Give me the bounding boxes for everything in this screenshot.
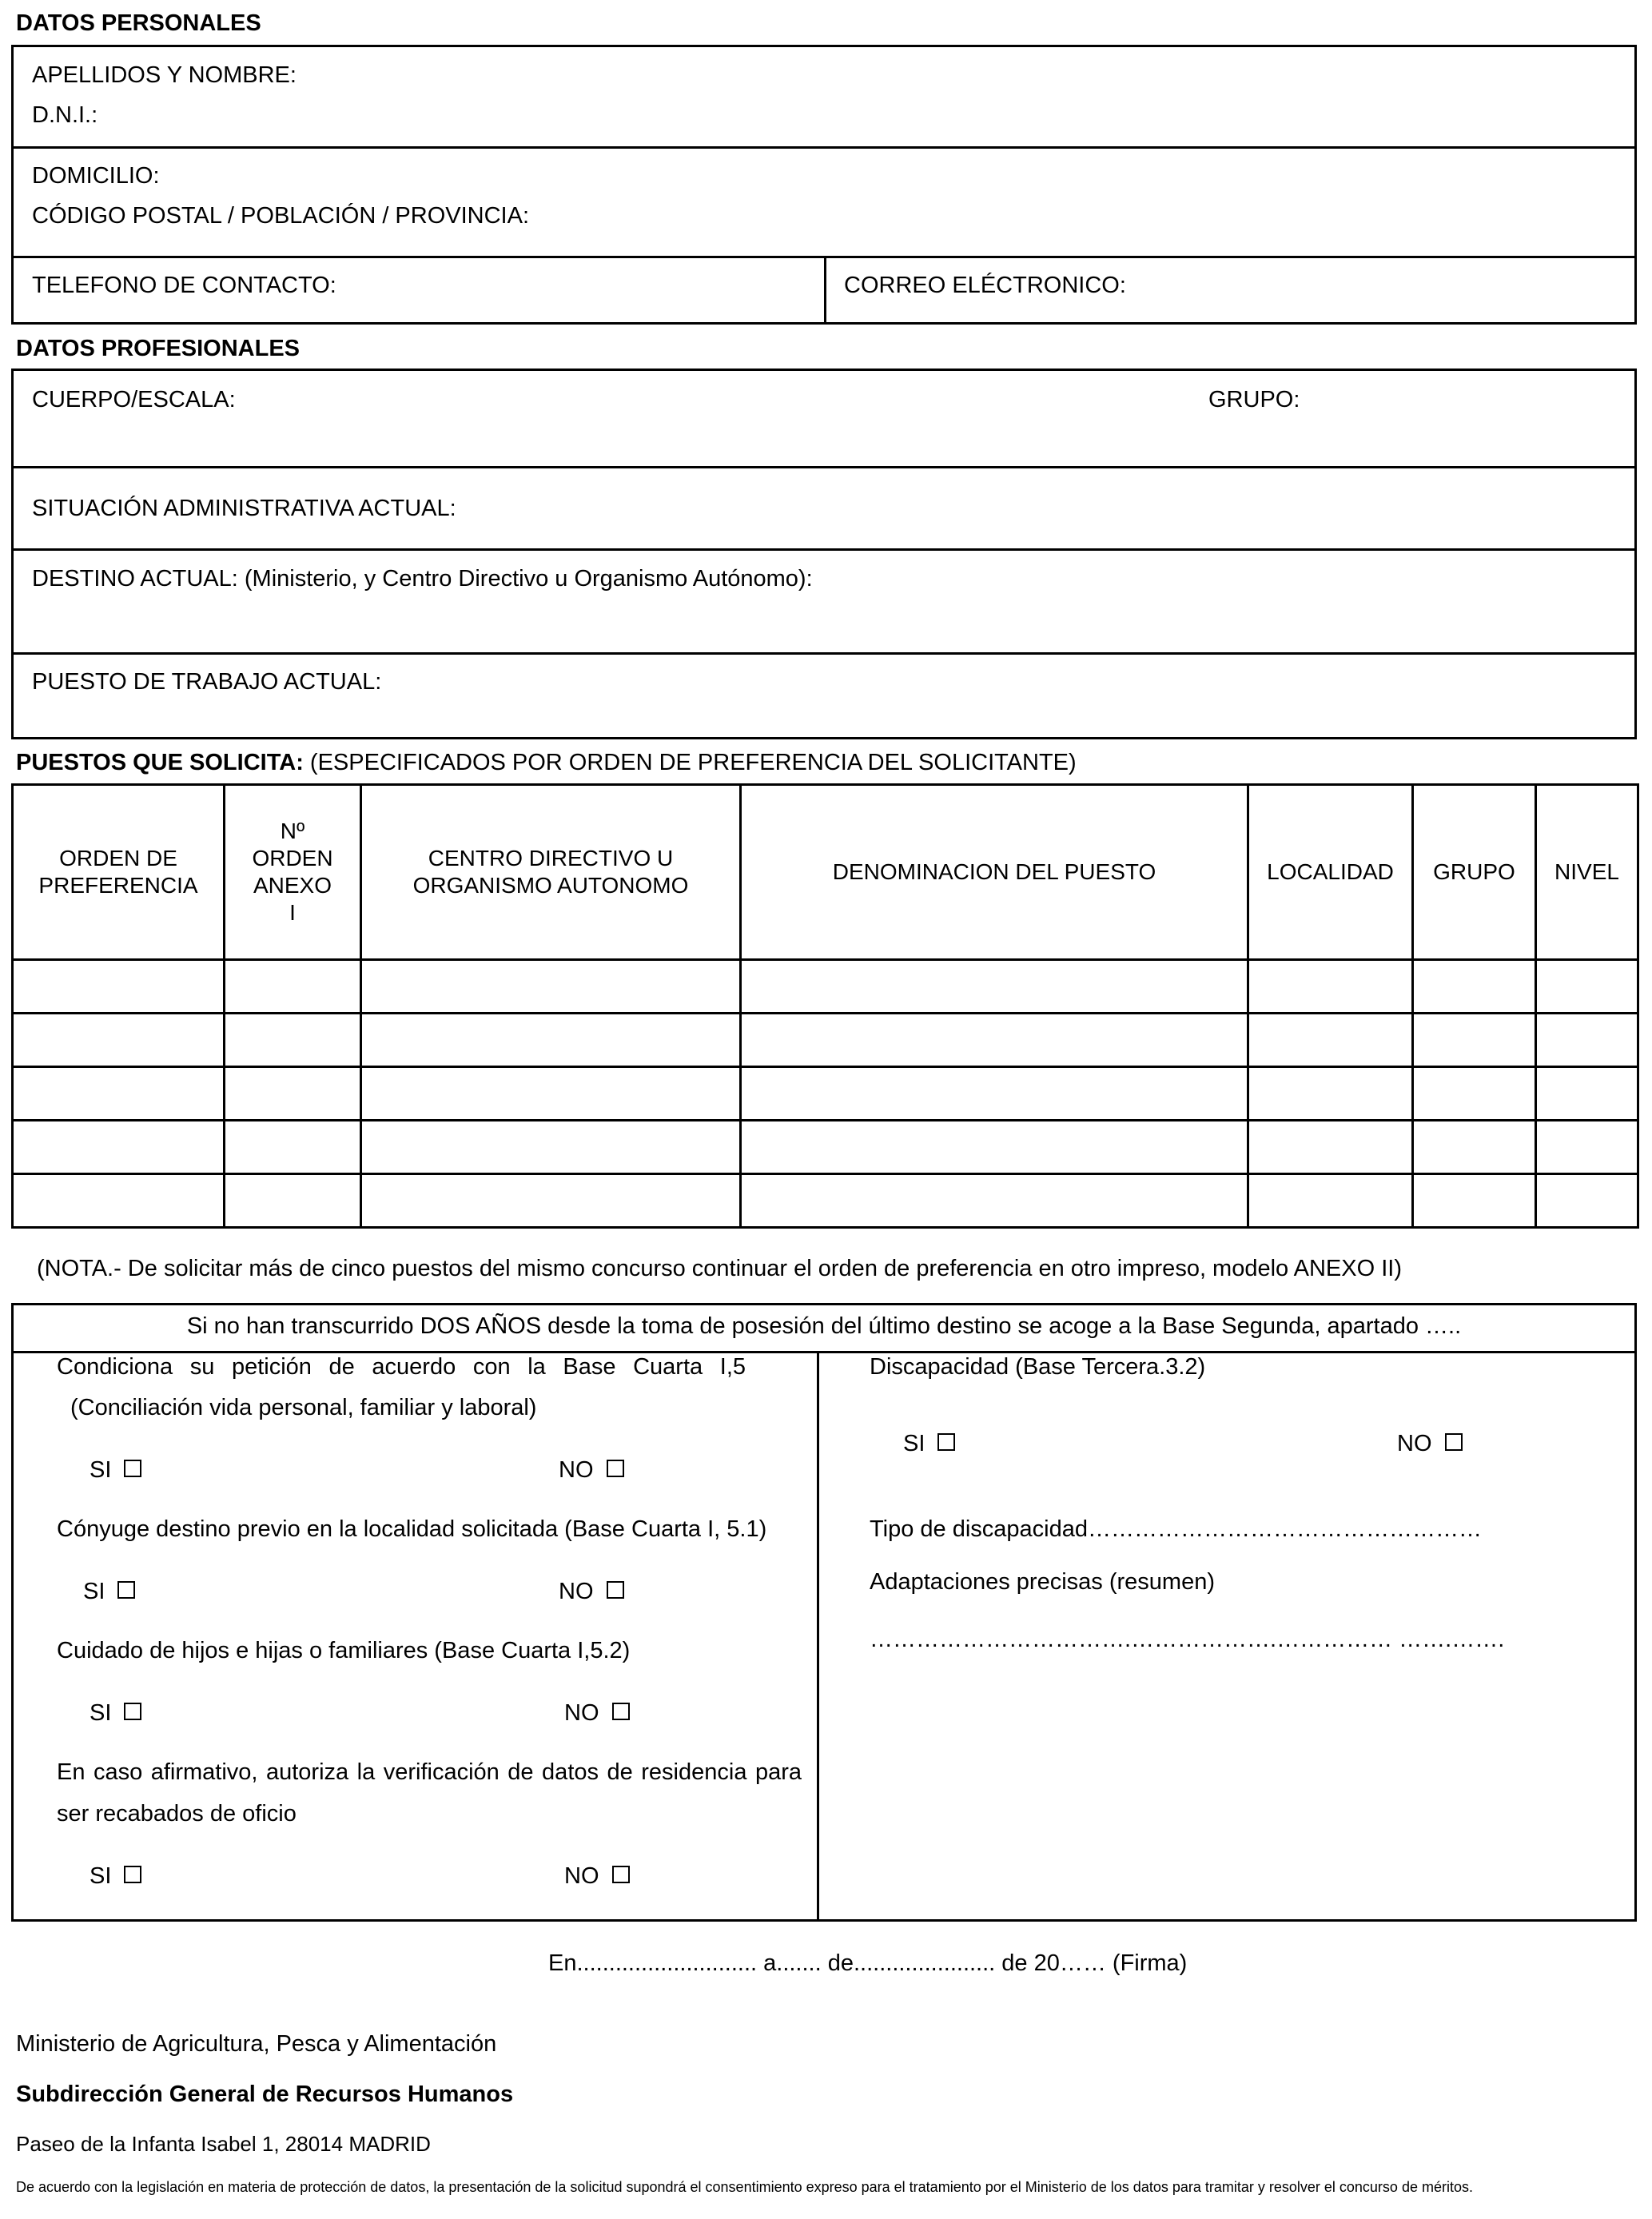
divider xyxy=(817,1351,819,1922)
situacion-field[interactable]: SITUACIÓN ADMINISTRATIVA ACTUAL: xyxy=(32,496,456,521)
table-cell[interactable] xyxy=(361,1067,741,1121)
si-label: SI xyxy=(90,1700,112,1726)
table-cell[interactable] xyxy=(225,960,361,1014)
conciliacion-label: (Conciliación vida personal, familiar y laboral) xyxy=(70,1395,537,1420)
apellidos-field[interactable]: APELLIDOS Y NOMBRE: xyxy=(32,62,297,88)
si-label: SI xyxy=(903,1431,926,1456)
table-cell[interactable] xyxy=(1413,1121,1536,1174)
table-cell[interactable] xyxy=(361,1014,741,1067)
section-title-profesional: DATOS PROFESIONALES xyxy=(16,336,301,361)
table-cell[interactable] xyxy=(13,1174,225,1228)
column-header: CENTRO DIRECTIVO U ORGANISMO AUTONOMO xyxy=(361,785,741,960)
divider xyxy=(824,256,826,325)
table-cell[interactable] xyxy=(225,1067,361,1121)
puestos-table xyxy=(11,783,1639,1229)
destino-field[interactable]: DESTINO ACTUAL: (Ministerio, y Centro Directivo u Organismo Autónomo): xyxy=(32,566,813,592)
table-cell[interactable] xyxy=(13,1121,225,1174)
checkbox[interactable] xyxy=(937,1433,955,1451)
bases-header: Si no han transcurrido DOS AÑOS desde la toma de posesión del último destino se acoge a la Base Segunda, apartado ….. xyxy=(186,1313,1462,1339)
column-header: DENOMINACION DEL PUESTO xyxy=(741,785,1248,960)
table-cell[interactable] xyxy=(361,1174,741,1228)
section-title-personal: DATOS PERSONALES xyxy=(16,10,261,36)
condiciona-no-option[interactable] xyxy=(559,1457,624,1484)
column-header: LOCALIDAD xyxy=(1248,785,1413,960)
table-cell[interactable] xyxy=(1248,1121,1413,1174)
checkbox[interactable] xyxy=(124,1703,141,1720)
checkbox[interactable] xyxy=(124,1460,141,1477)
divider xyxy=(11,466,1637,468)
table-cell[interactable] xyxy=(1248,1067,1413,1121)
condiciona-si-option[interactable] xyxy=(90,1457,141,1484)
checkbox[interactable] xyxy=(1445,1433,1463,1451)
autoriza-si-option[interactable] xyxy=(90,1863,141,1890)
grupo-field[interactable]: GRUPO: xyxy=(1208,387,1300,412)
table-cell[interactable] xyxy=(225,1121,361,1174)
column-header: ORDEN DE PREFERENCIA xyxy=(13,785,225,960)
table-cell[interactable] xyxy=(741,1067,1248,1121)
table-cell[interactable] xyxy=(1248,1174,1413,1228)
table-row xyxy=(13,1121,1638,1174)
section-title-puestos xyxy=(16,750,1077,776)
no-label: NO xyxy=(1397,1431,1432,1456)
afirmativo-label: En caso afirmativo, autoriza la verificación de datos de residencia para xyxy=(57,1759,802,1785)
dni-field[interactable]: D.N.I.: xyxy=(32,102,98,128)
divider xyxy=(11,548,1637,551)
discapacidad-label: Discapacidad (Base Tercera.3.2) xyxy=(870,1354,1206,1380)
table-cell[interactable] xyxy=(1413,960,1536,1014)
conyuge-no-option[interactable] xyxy=(559,1579,624,1605)
checkbox[interactable] xyxy=(117,1581,135,1599)
codigo-postal-field[interactable]: CÓDIGO POSTAL / POBLACIÓN / PROVINCIA: xyxy=(32,203,530,229)
no-label: NO xyxy=(564,1700,599,1726)
table-cell[interactable] xyxy=(741,1121,1248,1174)
puestos-title-rest: (ESPECIFICADOS POR ORDEN DE PREFERENCIA DEL SOLICITANTE) xyxy=(303,750,1077,775)
table-cell[interactable] xyxy=(1536,1121,1638,1174)
table-cell[interactable] xyxy=(1536,960,1638,1014)
table-cell[interactable] xyxy=(1413,1174,1536,1228)
table-cell[interactable] xyxy=(361,1121,741,1174)
si-label: SI xyxy=(90,1457,112,1483)
table-cell[interactable] xyxy=(741,1174,1248,1228)
subdireccion-text: Subdirección General de Recursos Humanos xyxy=(16,2082,514,2107)
table-cell[interactable] xyxy=(741,960,1248,1014)
nota-text: (NOTA.- De solicitar más de cinco puestos del mismo concurso continuar el orden de preferencia en otro impreso, modelo ANEXO II) xyxy=(37,1256,1402,1281)
direccion-text: Paseo de la Infanta Isabel 1, 28014 MADRID xyxy=(16,2132,431,2156)
domicilio-field[interactable]: DOMICILIO: xyxy=(32,163,160,189)
table-cell[interactable] xyxy=(1413,1014,1536,1067)
cuidado-no-option[interactable] xyxy=(564,1700,630,1727)
no-label: NO xyxy=(564,1863,599,1889)
no-label: NO xyxy=(559,1457,594,1483)
table-cell[interactable] xyxy=(741,1014,1248,1067)
checkbox[interactable] xyxy=(607,1460,624,1477)
conyuge-si-option[interactable] xyxy=(83,1579,135,1605)
ministerio-text: Ministerio de Agricultura, Pesca y Alimentación xyxy=(16,2031,497,2057)
table-cell[interactable] xyxy=(1536,1067,1638,1121)
autoriza-no-option[interactable] xyxy=(564,1863,630,1890)
si-label: SI xyxy=(90,1863,112,1889)
adaptaciones-field[interactable]: …………………………….……………….…………… …….……. xyxy=(870,1627,1505,1652)
discapacidad-no-option[interactable] xyxy=(1397,1431,1463,1457)
conyuge-label: Cónyuge destino previo en la localidad solicitada (Base Cuarta I, 5.1) xyxy=(57,1516,767,1542)
puesto-actual-field[interactable]: PUESTO DE TRABAJO ACTUAL: xyxy=(32,669,382,695)
table-cell[interactable] xyxy=(225,1174,361,1228)
column-header: GRUPO xyxy=(1413,785,1536,960)
table-cell[interactable] xyxy=(1536,1174,1638,1228)
condiciona-label: Condiciona su petición de acuerdo con la Base Cuarta I,5 xyxy=(57,1354,746,1380)
checkbox[interactable] xyxy=(607,1581,624,1599)
table-cell[interactable] xyxy=(361,960,741,1014)
divider xyxy=(11,1351,1637,1353)
cuidado-label: Cuidado de hijos e hijas o familiares (Base Cuarta I,5.2) xyxy=(57,1638,631,1663)
discapacidad-si-option[interactable] xyxy=(903,1431,955,1457)
table-cell[interactable] xyxy=(13,1014,225,1067)
table-cell[interactable] xyxy=(13,960,225,1014)
adaptaciones-label: Adaptaciones precisas (resumen) xyxy=(870,1569,1215,1595)
divider xyxy=(11,652,1637,655)
afirmativo-label-cont: ser recabados de oficio xyxy=(57,1801,297,1827)
table-row xyxy=(13,1014,1638,1067)
cuidado-si-option[interactable] xyxy=(90,1700,141,1727)
correo-field[interactable]: CORREO ELÉCTRONICO: xyxy=(844,273,1126,298)
table-row xyxy=(13,960,1638,1014)
divider xyxy=(11,146,1637,149)
table-cell[interactable] xyxy=(1413,1067,1536,1121)
puestos-title-bold: PUESTOS QUE SOLICITA: xyxy=(16,750,304,775)
table-header-row xyxy=(13,785,1638,960)
table-cell[interactable] xyxy=(1536,1014,1638,1067)
column-header: Nº ORDEN ANEXO I xyxy=(225,785,361,960)
checkbox[interactable] xyxy=(612,1703,630,1720)
table-row xyxy=(13,1174,1638,1228)
table-cell[interactable] xyxy=(1248,1014,1413,1067)
table-row xyxy=(13,1067,1638,1121)
table-cell[interactable] xyxy=(13,1067,225,1121)
checkbox[interactable] xyxy=(124,1866,141,1883)
table-cell[interactable] xyxy=(1248,960,1413,1014)
table-cell[interactable] xyxy=(225,1014,361,1067)
telefono-field[interactable]: TELEFONO DE CONTACTO: xyxy=(32,273,336,298)
si-label: SI xyxy=(83,1579,105,1604)
column-header: NIVEL xyxy=(1536,785,1638,960)
checkbox[interactable] xyxy=(612,1866,630,1883)
tipo-discapacidad-field[interactable]: Tipo de discapacidad…………………………………………… xyxy=(870,1516,1482,1542)
firma-line[interactable]: En............................ a....... de...................... de 20…… (Firma) xyxy=(548,1950,1188,1976)
cuerpo-escala-field[interactable]: CUERPO/ESCALA: xyxy=(32,387,236,412)
legal-text: De acuerdo con la legislación en materia de protección de datos, la presentación de la solicitud supondrá el consentimiento expreso para el tratamiento por el Ministerio de los datos para tramitar y resolver el concurso de méritos. xyxy=(16,2179,1473,2195)
no-label: NO xyxy=(559,1579,594,1604)
